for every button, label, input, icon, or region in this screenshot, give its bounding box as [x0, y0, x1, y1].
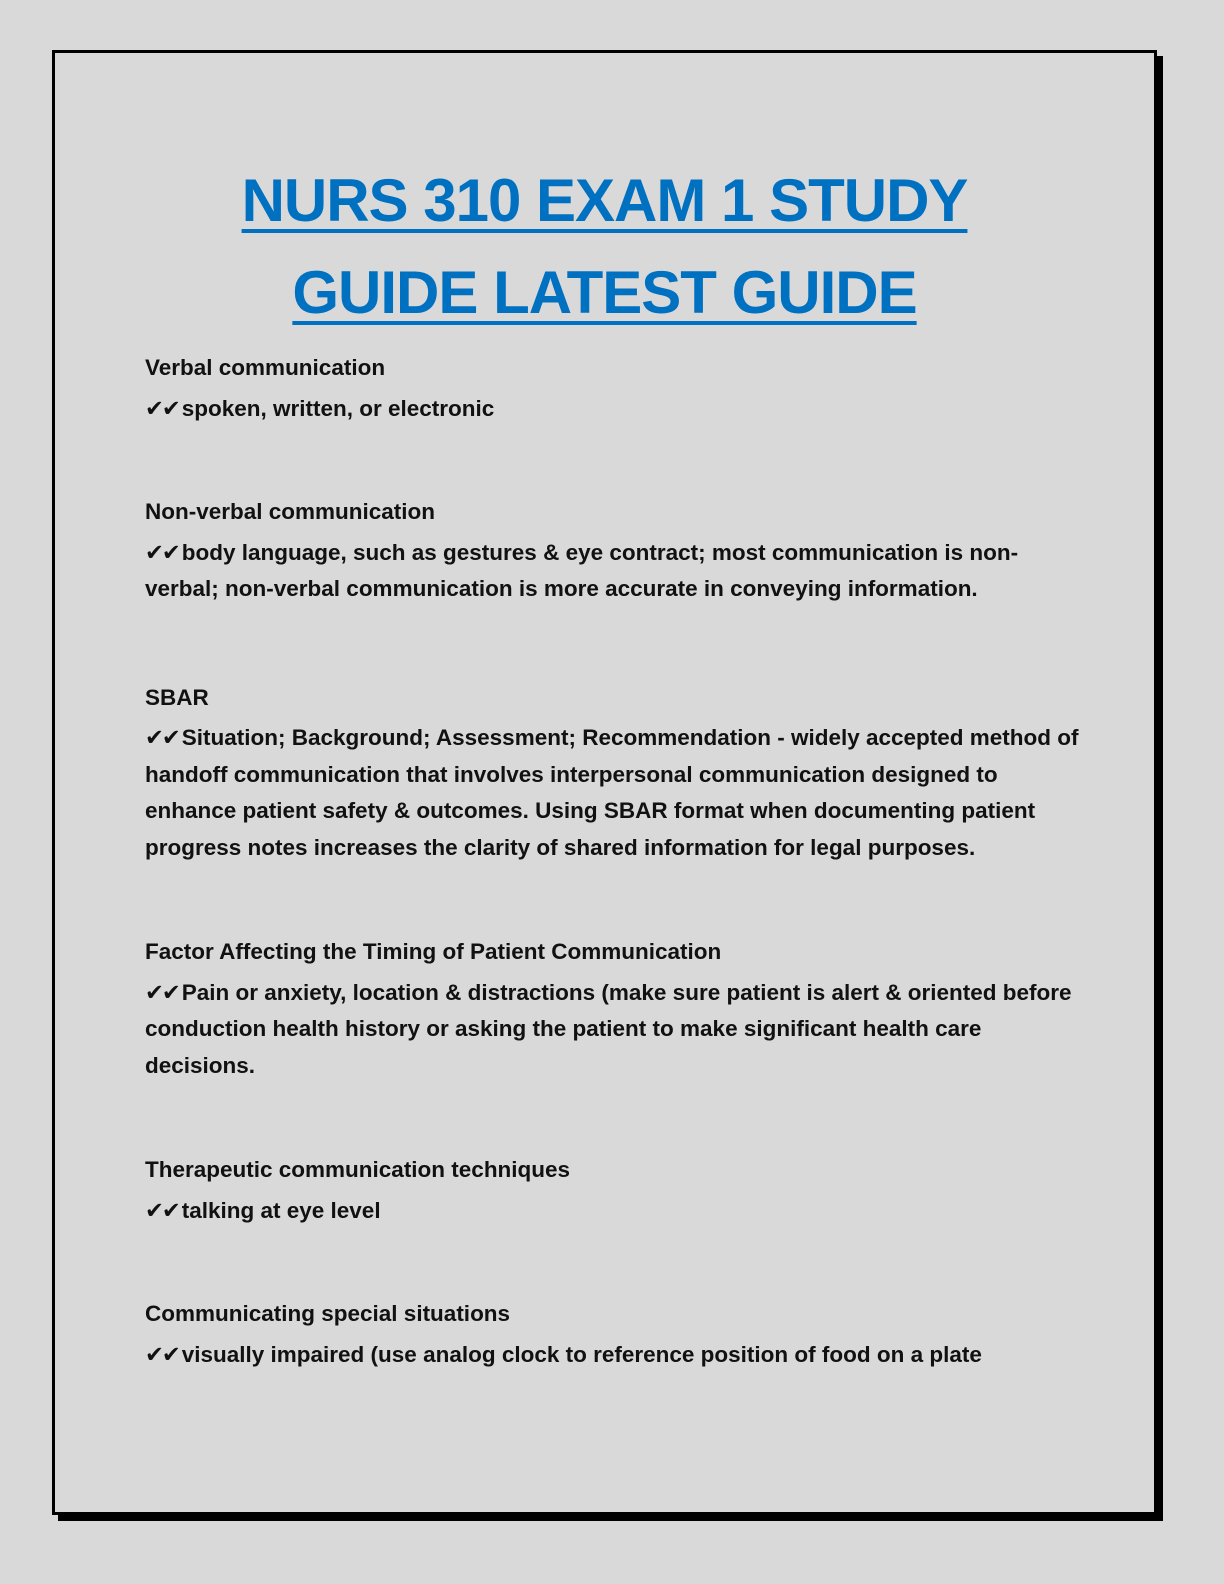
entry-term: SBAR	[145, 684, 209, 710]
double-check-icon: ✔✔	[145, 1197, 179, 1224]
entry-definition	[145, 535, 1080, 608]
entry-definition-text: Situation; Background; Assessment; Recommendation - widely accepted method of handoff communication that involves interpersonal communication designed to enhance patient safety & outcomes. Using SBAR format when documenting patient progress notes increases the clarity of shared information for legal purposes.	[145, 725, 1079, 860]
entry-term: Factor Affecting the Timing of Patient Communication	[145, 939, 722, 964]
study-entries	[145, 350, 1080, 1373]
entry-definition	[145, 975, 1080, 1085]
entry-definition	[145, 391, 1080, 428]
study-entry	[145, 680, 1080, 867]
entry-definition-text: talking at eye level	[181, 1197, 381, 1223]
entry-term: Non-verbal communication	[145, 499, 436, 524]
document-page	[52, 50, 1157, 1515]
document-title	[55, 155, 1154, 339]
study-entry	[145, 494, 1080, 608]
entry-definition	[145, 1337, 1080, 1374]
entry-term: Therapeutic communication techniques	[145, 1157, 571, 1182]
double-check-icon: ✔✔	[145, 1341, 179, 1368]
double-check-icon: ✔✔	[145, 539, 179, 566]
entry-definition-text: visually impaired (use analog clock to reference position of food on a plate	[181, 1341, 982, 1367]
study-entry	[145, 350, 1080, 427]
entry-term: Communicating special situations	[145, 1301, 511, 1326]
title-line-1: NURS 310 EXAM 1 STUDY	[241, 167, 968, 234]
study-entry	[145, 1152, 1080, 1229]
double-check-icon: ✔✔	[145, 725, 179, 751]
entry-term: Verbal communication	[145, 355, 386, 380]
entry-definition-text: spoken, written, or electronic	[181, 395, 495, 421]
entry-definition	[145, 720, 1080, 866]
study-entry	[145, 934, 1080, 1084]
title-line-2: GUIDE LATEST GUIDE	[292, 259, 917, 326]
entry-definition	[145, 1193, 1080, 1230]
entry-definition-text: body language, such as gestures & eye contract; most communication is non-verbal; non-verbal communication is more accurate in conveying information.	[145, 539, 1019, 601]
double-check-icon: ✔✔	[145, 395, 179, 422]
study-entry	[145, 1296, 1080, 1373]
entry-definition-text: Pain or anxiety, location & distractions (make sure patient is alert & oriented before conduction health history or asking the patient to make significant health care decisions.	[145, 979, 1072, 1078]
double-check-icon: ✔✔	[145, 979, 179, 1006]
